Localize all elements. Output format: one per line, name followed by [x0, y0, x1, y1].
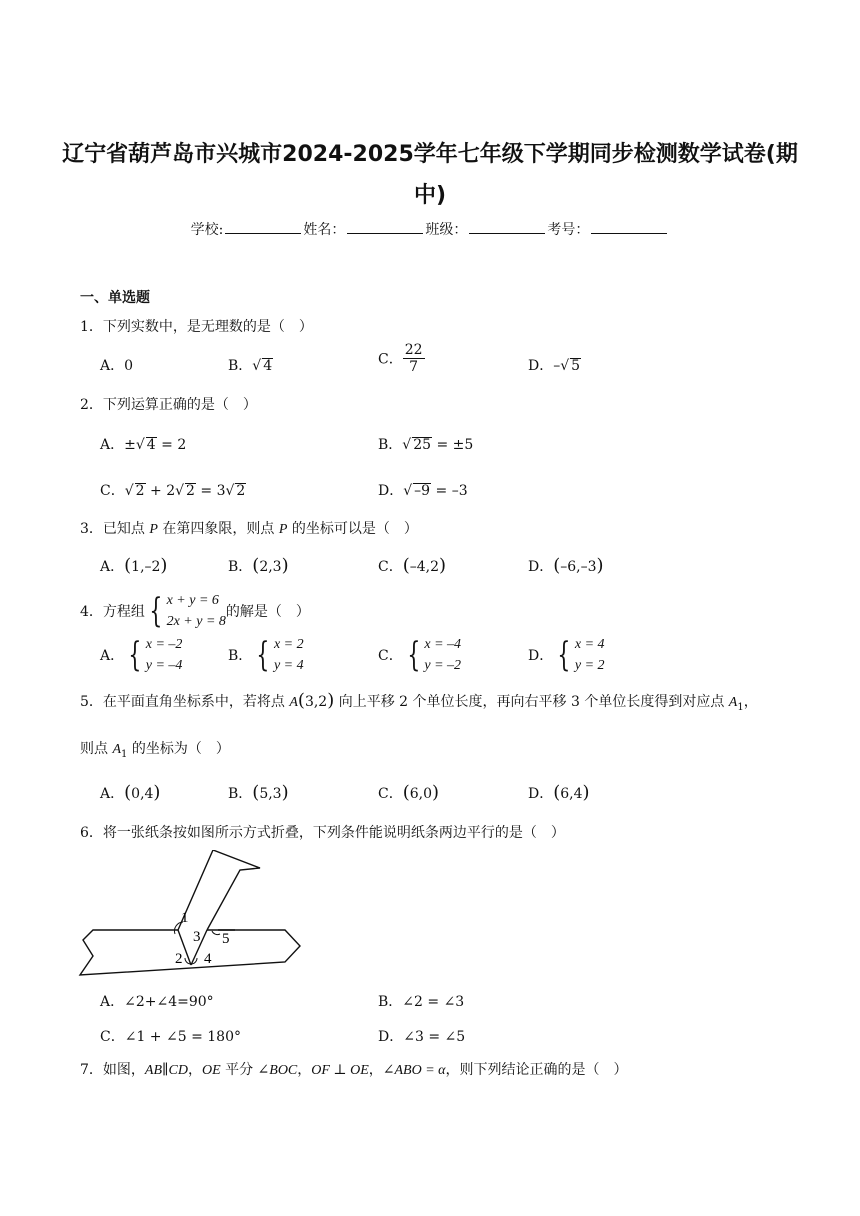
horizontal-strip: [80, 930, 300, 975]
equation-rhs: = –3: [435, 483, 468, 499]
solution-x: x = –2: [145, 637, 183, 652]
q5-option-a[interactable]: A．(0,4): [100, 782, 161, 803]
option-letter: C．: [100, 1029, 125, 1045]
q5-option-d[interactable]: D．(6,4): [528, 782, 590, 803]
coordinate: 5,3: [259, 786, 282, 802]
solution-y: y = –2: [424, 658, 462, 673]
angle-label-2: 2: [175, 951, 183, 967]
system-brace: {: [407, 635, 421, 675]
coordinate: 1,–2: [131, 559, 161, 575]
stem-text: 在第四象限，则点: [157, 521, 279, 537]
angle-label-1: 1: [181, 910, 189, 926]
q5-option-b[interactable]: B．(5,3): [228, 782, 289, 803]
folded-strip: [178, 850, 260, 930]
option-letter: A．: [100, 559, 125, 575]
fraction: [403, 342, 425, 375]
stem-text: 向上平移 2 个单位长度，再向右平移 3 个单位长度得到对应点: [334, 694, 729, 710]
solution-y: y = –4: [145, 658, 183, 673]
stem-text: 的坐标可以是（ ）: [287, 521, 418, 537]
option-letter: D．: [528, 358, 554, 374]
option-letter: A．: [100, 786, 125, 802]
coordinate: 0,4: [131, 786, 154, 802]
q1-option-b[interactable]: B．√ 4: [228, 358, 273, 374]
solution-x: x = –4: [424, 637, 462, 652]
numerator: 22: [404, 342, 423, 358]
folded-strip-figure: [75, 850, 305, 980]
denominator: 7: [409, 359, 419, 375]
option-letter: B．: [228, 559, 253, 575]
subscript: 1: [121, 748, 128, 760]
question-5-stem-line2: [80, 738, 230, 760]
radicand: 4: [146, 437, 156, 453]
q6-option-a[interactable]: [100, 991, 214, 1011]
system-brace: {: [149, 591, 163, 631]
stem-text: 的解是（ ）: [225, 604, 310, 620]
plus-term: + 2: [150, 483, 176, 499]
radicand: 2: [186, 483, 195, 499]
q5-option-c[interactable]: C．(6,0): [378, 782, 440, 803]
point-p: P: [278, 522, 288, 537]
q1-option-a[interactable]: [100, 355, 133, 375]
q4-option-a[interactable]: [100, 634, 182, 676]
option-value: 0: [124, 358, 134, 374]
q1-option-c[interactable]: [378, 342, 425, 375]
angle-label-3: 3: [193, 929, 201, 945]
equation-system: [167, 590, 226, 632]
option-letter: C．: [378, 786, 403, 802]
option-value: ∠2 = ∠3: [402, 994, 465, 1010]
system-brace: {: [128, 635, 142, 675]
parallel-statement: AB∥CD: [144, 1063, 188, 1078]
school-label: 学校:: [190, 222, 224, 238]
name-blank[interactable]: [347, 220, 423, 234]
q1-option-d[interactable]: D．–√ 5: [528, 358, 581, 374]
class-blank[interactable]: [469, 220, 545, 234]
minus-sign: –: [553, 358, 561, 374]
stem-text: 平分: [220, 1062, 258, 1078]
option-letter: D．: [528, 786, 554, 802]
q6-option-d[interactable]: [378, 1026, 465, 1046]
solution-y: y = 4: [273, 658, 304, 673]
stem-text: ，: [368, 1062, 383, 1078]
angle-5-arc: [212, 931, 220, 935]
question-4-stem: [80, 590, 310, 632]
q3-option-d[interactable]: D．(–6,–3): [528, 555, 604, 576]
coordinate: 6,0: [409, 786, 433, 802]
stem-text: 5．在平面直角坐标系中，若将点: [80, 694, 290, 710]
option-letter: D．: [528, 559, 554, 575]
radicand: 2: [135, 483, 145, 499]
option-letter: D．: [378, 483, 404, 499]
system-brace: {: [256, 635, 270, 675]
q3-option-b[interactable]: B．(2,3): [228, 555, 289, 576]
equation-rhs: = ±5: [436, 437, 474, 453]
coordinate: 2,3: [259, 559, 282, 575]
radicand: 2: [236, 483, 246, 499]
question-2-stem: 2．下列运算正确的是（ ）: [80, 397, 257, 413]
stem-text: 的坐标为（ ）: [127, 741, 230, 757]
coordinate: 3,2: [304, 694, 328, 710]
q6-option-c[interactable]: [100, 1026, 241, 1046]
q3-option-a[interactable]: A．(1,–2): [100, 555, 168, 576]
perpendicular-statement: OF ⊥ OE: [311, 1063, 369, 1078]
angle-label-5: 5: [222, 931, 230, 947]
point-a: A: [289, 695, 298, 710]
coordinate: –6,–3: [560, 559, 597, 575]
option-letter: D．: [528, 648, 554, 664]
option-letter: B．: [228, 648, 253, 664]
q2-option-d[interactable]: D．√ –9 = –3: [378, 483, 468, 499]
q4-option-b[interactable]: [228, 634, 304, 676]
school-blank[interactable]: [225, 220, 301, 234]
equals-term: = 3: [200, 483, 226, 499]
stem-text: ，: [743, 694, 758, 710]
stem-text: ，: [187, 1062, 202, 1078]
equation-2: 2x + y = 8: [166, 614, 226, 629]
equation-rhs: = 2: [161, 437, 187, 453]
name-label: 姓名：: [303, 222, 346, 238]
option-letter: C．: [378, 559, 403, 575]
question-5-stem-line1: 5．在平面直角坐标系中，若将点 A(3,2) 向上平移 2 个单位长度，再向右平移 3 个单位长度得到对应点 $A_1$，: [80, 690, 758, 713]
option-letter: B．: [378, 437, 403, 453]
solution-y: y = 2: [574, 658, 605, 673]
option-value: ∠2+∠4=90°: [124, 994, 214, 1010]
radicand: 25: [413, 437, 432, 453]
system-brace: {: [557, 635, 571, 675]
solution-system: [424, 634, 461, 676]
point-a1: A: [112, 742, 122, 757]
option-letter: A．: [100, 437, 125, 453]
option-letter: C．: [378, 648, 403, 664]
stem-text: 3．已知点: [80, 521, 150, 537]
q2-option-a[interactable]: A．±√ 4 = 2: [100, 437, 187, 453]
exam-title-line1: 辽宁省葫芦岛市兴城市2024-2025学年七年级下学期同步检测数学试卷(期: [62, 142, 798, 167]
q4-option-d[interactable]: [528, 634, 605, 676]
q3-option-c[interactable]: C．(–4,2): [378, 555, 447, 576]
radicand: 4: [263, 358, 273, 374]
q2-option-b[interactable]: B．√ 25 = ±5: [378, 437, 474, 453]
question-7-stem: [80, 1059, 628, 1079]
question-3-stem: [80, 518, 418, 538]
option-letter: A．: [100, 994, 125, 1010]
option-letter: C．: [100, 483, 125, 499]
subscript: 1: [737, 701, 744, 713]
stem-text: 4．方程组: [80, 604, 145, 620]
radicand: –9: [414, 483, 431, 499]
stem-text: 则点: [80, 741, 113, 757]
solution-system: [575, 634, 605, 676]
stem-text: 7．如图，: [80, 1062, 145, 1078]
question-6-stem: 6．将一张纸条按如图所示方式折叠，下列条件能说明纸条两边平行的是（ ）: [80, 825, 565, 841]
solution-x: x = 2: [273, 637, 304, 652]
option-letter: A．: [100, 358, 125, 374]
option-letter: B．: [228, 786, 253, 802]
point-a1: A: [728, 695, 738, 710]
ray-oe: OE: [201, 1063, 221, 1078]
q2-option-c[interactable]: C．√ 2 + 2√ 2 = 3√ 2: [100, 483, 246, 499]
option-letter: A．: [100, 648, 125, 664]
exam-no-blank[interactable]: [591, 220, 667, 234]
plus-minus: ±: [124, 437, 136, 453]
exam-no-label: 考号：: [547, 222, 590, 238]
point-p: P: [149, 522, 158, 537]
stem-text: ，: [297, 1062, 312, 1078]
student-info-line: [0, 219, 860, 239]
radicand: 5: [571, 358, 581, 374]
section-heading: 一、单选题: [80, 290, 150, 306]
angle-boc: ∠BOC: [257, 1063, 298, 1078]
class-label: 班级：: [425, 222, 468, 238]
question-1-stem: 1．下列实数中，是无理数的是（ ）: [80, 319, 313, 335]
equation-1: x + y = 6: [166, 593, 219, 608]
exam-title-line2: 中): [413, 183, 447, 208]
angle-label-4: 4: [204, 951, 212, 967]
coordinate: –4,2: [409, 559, 440, 575]
stem-text: ，则下列结论正确的是（ ）: [445, 1062, 628, 1078]
angle-abo: ∠ABO = α: [382, 1063, 446, 1078]
solution-x: x = 4: [574, 637, 605, 652]
solution-system: [146, 634, 183, 676]
option-letter: C．: [378, 351, 403, 368]
coordinate: 6,4: [560, 786, 583, 802]
option-letter: B．: [228, 358, 253, 374]
option-value: ∠1 + ∠5 = 180°: [124, 1029, 241, 1045]
solution-system: [274, 634, 304, 676]
option-value: ∠3 = ∠5: [403, 1029, 466, 1045]
option-letter: B．: [378, 994, 403, 1010]
q4-option-c[interactable]: [378, 634, 461, 676]
q6-option-b[interactable]: [378, 991, 464, 1011]
option-letter: D．: [378, 1029, 404, 1045]
